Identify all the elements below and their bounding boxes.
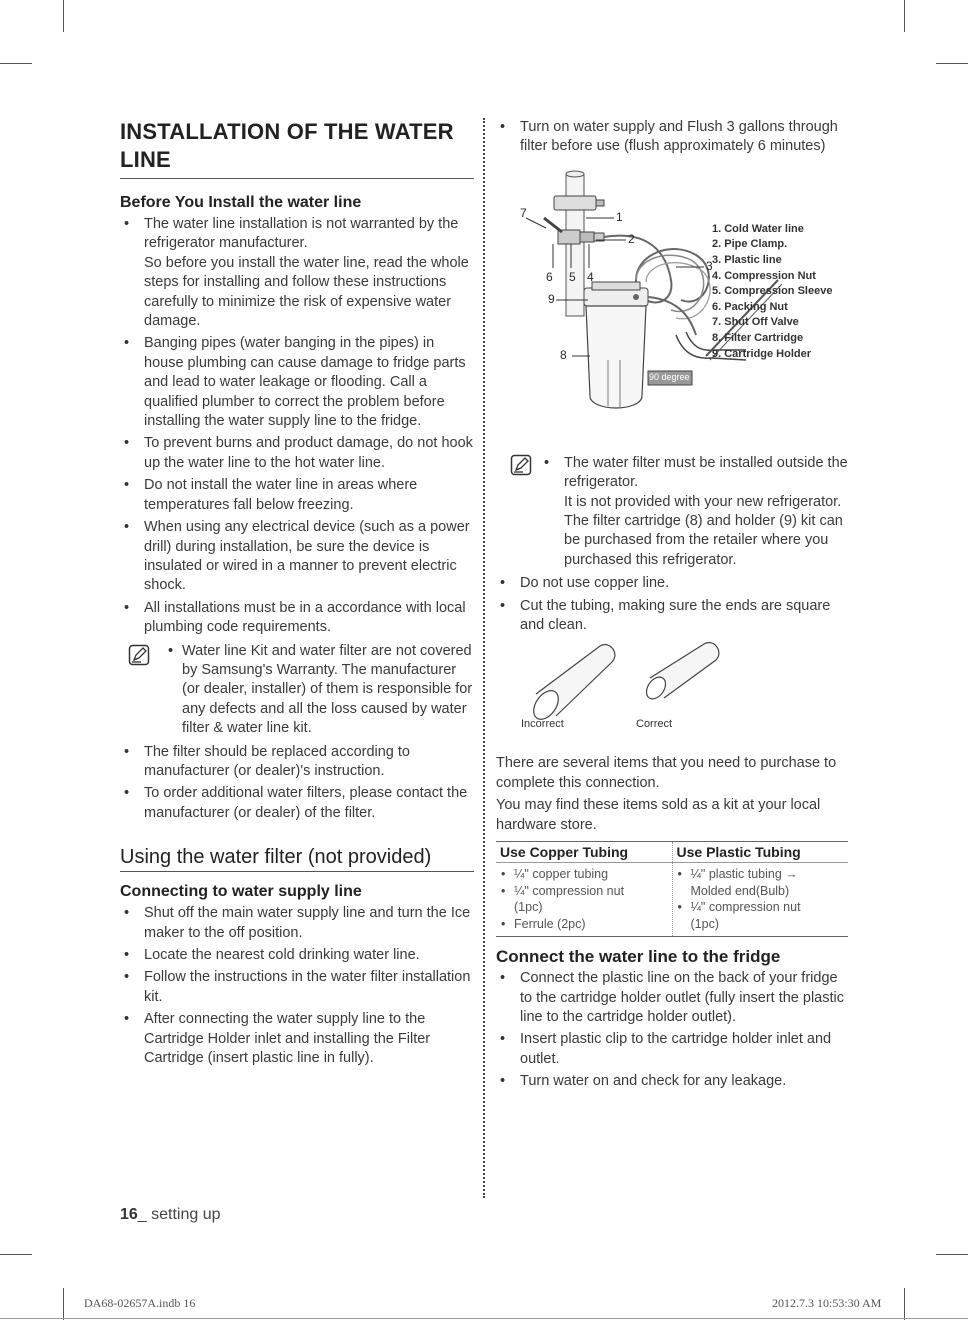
diagram-legend xyxy=(712,222,832,362)
correct-label: Correct xyxy=(636,718,673,731)
filter-location-note xyxy=(496,454,848,570)
print-slug-right: 2012.7.3 10:53:30 AM xyxy=(772,1296,882,1310)
legend-item: 6. Packing Nut xyxy=(712,300,788,313)
table-line: (1pc) xyxy=(690,916,719,931)
table-line: (1pc) xyxy=(514,900,543,915)
page-title: INSTALLATION OF THE WATER LINE xyxy=(120,118,474,179)
list-item: • Banging pipes (water banging in the pipes) in house plumbing can cause damage to fridge parts and lead to water leakage or flooding. Call a qualified plumber to correct the problem before installing the water supply line to the fridge. xyxy=(120,334,474,431)
left-column xyxy=(120,118,474,1071)
page-footer xyxy=(120,1206,221,1224)
table-header: Use Plastic Tubing xyxy=(672,842,848,863)
callout-8: 8 xyxy=(560,347,567,362)
list-item: • Cut the tubing, making sure the ends are square and clean. xyxy=(496,597,848,636)
note-pencil-icon xyxy=(128,644,150,666)
callout-7: 7 xyxy=(520,205,527,220)
callout-1: 1 xyxy=(616,209,623,224)
flush-instruction: • Turn on water supply and Flush 3 gallons through filter before use (flush approximately 6 minutes) xyxy=(496,118,848,157)
tube-cut-illustration xyxy=(496,638,848,738)
print-slug-left: DA68-02657A.indb 16 xyxy=(84,1296,196,1310)
crop-mark xyxy=(0,1318,968,1319)
list-item: • Insert plastic clip to the cartridge holder inlet and outlet. xyxy=(496,1030,848,1069)
list-item: • Do not use copper line. xyxy=(496,574,848,593)
filter-replacement-list xyxy=(120,743,474,824)
legend-item: 8. Filter Cartridge xyxy=(712,331,804,344)
list-item: • After connecting the water supply line to the Cartridge Holder inlet and installing the Filter Cartridge (insert plastic line in fully). xyxy=(120,1010,474,1068)
callout-9: 9 xyxy=(548,291,555,306)
degree-label: 90 degree xyxy=(649,371,690,382)
list-item: • Turn water on and check for any leakage. xyxy=(496,1072,848,1091)
table-cell xyxy=(672,863,848,937)
crop-mark xyxy=(904,0,905,32)
crop-mark xyxy=(904,1288,905,1320)
legend-item: 3. Plastic line xyxy=(712,254,782,266)
table-cell xyxy=(496,863,672,937)
crop-mark xyxy=(0,63,32,64)
table-line: • ¼" compression nut xyxy=(500,883,668,900)
callout-3: 3 xyxy=(706,258,713,273)
list-item: • To prevent burns and product damage, do not hook up the water line to the hot water line. xyxy=(120,434,474,473)
list-item: • Locate the nearest cold drinking water line. xyxy=(120,946,474,965)
crop-mark xyxy=(63,0,64,32)
table-line: Molded end(Bulb) xyxy=(690,883,790,898)
legend-item: 1. Cold Water line xyxy=(712,222,804,235)
list-item: • All installations must be in a accordance with local plumbing code requirements. xyxy=(120,599,474,638)
list-item: • Follow the instructions in the water filter installation kit. xyxy=(120,968,474,1007)
table-line: • ¼" copper tubing xyxy=(500,866,668,883)
list-item: • Shut off the main water supply line and turn the Ice maker to the off position. xyxy=(120,904,474,943)
crop-mark xyxy=(936,1254,968,1255)
legend-item: 4. Compression Nut xyxy=(712,269,816,282)
column-divider xyxy=(483,118,485,1198)
list-item: • To order additional water filters, please contact the manufacturer (or dealer) of the filter. xyxy=(120,784,474,823)
incorrect-label: Incorrect xyxy=(521,718,564,731)
before-install-list xyxy=(120,215,474,638)
table-line: • ¼" plastic tubing → xyxy=(677,866,845,883)
table-line: • Ferrule (2pc) xyxy=(500,916,668,933)
connecting-list xyxy=(120,904,474,1068)
note-text: • The water filter must be installed outside the refrigerator. It is not provided with your new refrigerator. The filter cartridge (8) and holder (9) kit can be purchased from the retailer where you purchased this refrigerator. xyxy=(540,454,848,570)
table-line: • ¼" compression nut xyxy=(677,899,845,916)
legend-item: 2. Pipe Clamp. xyxy=(712,238,788,251)
list-item: • The filter should be replaced according to manufacturer (or dealer)'s instruction. xyxy=(120,743,474,782)
connect-heading: Connect the water line to the fridge xyxy=(496,947,781,967)
right-column xyxy=(496,118,848,1095)
legend-item: 9. Cartridge Holder xyxy=(712,347,812,360)
warranty-note xyxy=(120,642,474,739)
tubing-table xyxy=(496,841,848,937)
callout-5: 5 xyxy=(569,269,576,284)
page-section: _ setting up xyxy=(137,1206,221,1223)
note-text: • Water line Kit and water filter are not covered by Samsung's Warranty. The manufacturer (or dealer, installer) of them is responsible for any defects and all the loss caused by water filter & water line kit. xyxy=(164,642,474,739)
list-item: • Do not install the water line in areas where temperatures fall below freezing. xyxy=(120,476,474,515)
crop-mark xyxy=(63,1288,64,1320)
connecting-supply-heading: Connecting to water supply line xyxy=(120,883,362,901)
filter-section-heading: Using the water filter (not provided) xyxy=(120,845,474,872)
filter-installation-diagram xyxy=(496,160,848,450)
crop-mark xyxy=(0,1254,32,1255)
legend-item: 5. Compression Sleeve xyxy=(712,285,833,298)
list-item: • Connect the plastic line on the back of your fridge to the cartridge holder outlet (fully insert the plastic line to the cartridge holder outlet). xyxy=(496,969,848,1027)
list-item: • The water line installation is not warranted by the refrigerator manufacturer. So before you install the water line, read the whole steps for installing and follow these instructions carefully to minimize the risk of expensive water damage. xyxy=(120,215,474,331)
page-number: 16 xyxy=(120,1206,138,1223)
connect-list xyxy=(496,969,848,1091)
kit-paragraph: You may find these items sold as a kit at your local hardware store. xyxy=(496,797,821,833)
callout-6: 6 xyxy=(546,269,553,284)
tubing-list xyxy=(496,574,848,635)
purchase-paragraph: There are several items that you need to purchase to complete this connection. xyxy=(496,755,837,791)
callout-4: 4 xyxy=(587,269,594,284)
callout-2: 2 xyxy=(628,231,635,246)
note-pencil-icon xyxy=(510,454,532,476)
table-header: Use Copper Tubing xyxy=(496,842,672,863)
before-install-heading: Before You Install the water line xyxy=(120,194,362,211)
list-item: • When using any electrical device (such as a power drill) during installation, be sure the device is insulated or wired in a manner to prevent electric shock. xyxy=(120,518,474,596)
legend-item: 7. Shut Off Valve xyxy=(712,316,799,329)
crop-mark xyxy=(936,63,968,64)
